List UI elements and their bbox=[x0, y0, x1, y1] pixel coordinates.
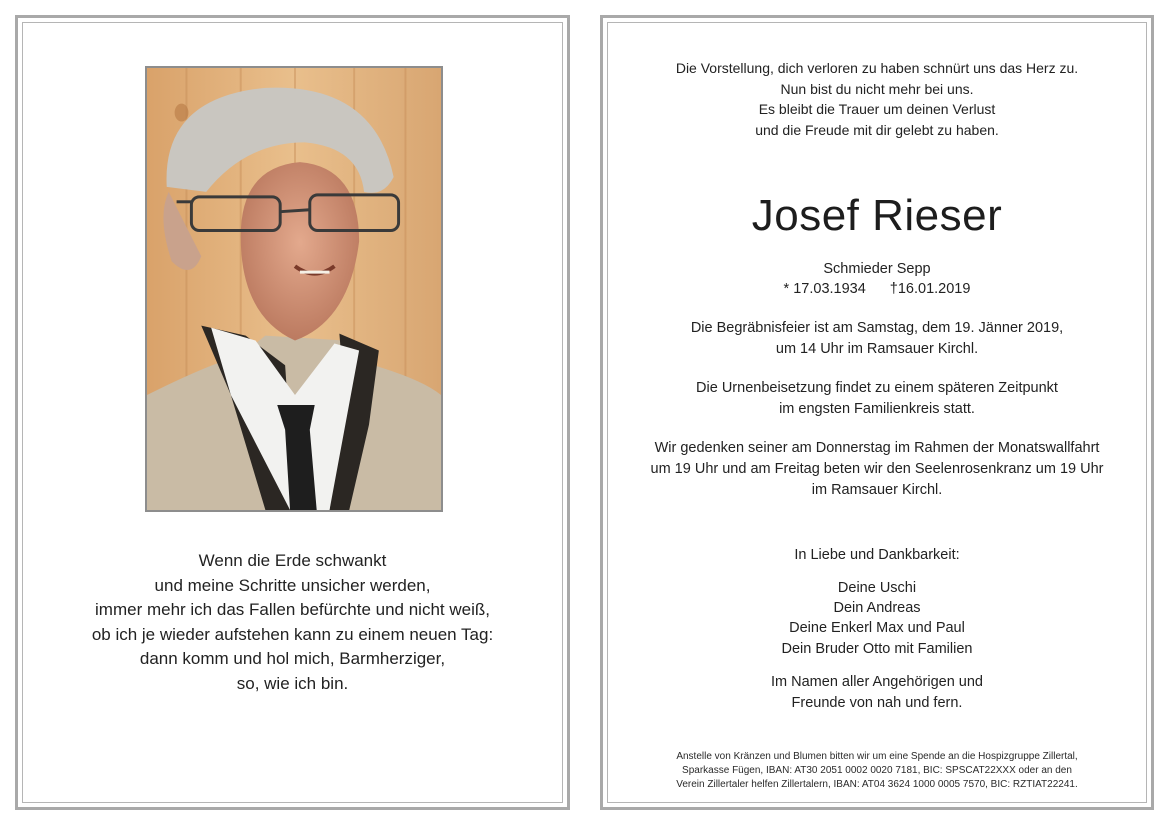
funeral-line: Die Begräbnisfeier ist am Samstag, dem 19. Jänner 2019, bbox=[690, 320, 1064, 336]
birth-date: * 17.03.1934 bbox=[783, 281, 866, 297]
quote-line: Nun bist du nicht mehr bei uns. bbox=[780, 80, 974, 97]
funeral-info bbox=[613, 318, 1141, 360]
donation-line: Sparkasse Fügen, IBAN: AT30 2051 0002 0020 7181, BIC: SPSCAT22XXX oder an den bbox=[682, 765, 1072, 776]
death-date: †16.01.2019 bbox=[889, 281, 971, 297]
portrait-image bbox=[147, 68, 441, 510]
left-card bbox=[15, 15, 570, 810]
poem-line: so, wie ich bin. bbox=[236, 673, 349, 693]
memorial-line: im Ramsauer Kirchl. bbox=[811, 482, 943, 498]
quote-line: Die Vorstellung, dich verloren zu haben schnürt uns das Herz zu. bbox=[675, 60, 1079, 76]
urn-line: im engsten Familienkreis statt. bbox=[779, 401, 975, 417]
right-card bbox=[600, 15, 1154, 810]
mourner: Dein Andreas bbox=[833, 600, 921, 617]
closing-note bbox=[613, 672, 1141, 713]
donation-note bbox=[613, 750, 1141, 792]
donation-line: Anstelle von Kränzen und Blumen bitten wir um eine Spende an die Hospizgruppe Zillertal, bbox=[676, 751, 1078, 762]
quote-line: Es bleibt die Trauer um deinen Verlust bbox=[758, 101, 996, 117]
memorial-line: Wir gedenken seiner am Donnerstag im Rahmen der Monatswallfahrt bbox=[654, 440, 1100, 456]
mourner: Deine Enkerl Max und Paul bbox=[789, 620, 965, 637]
poem-line: Wenn die Erde schwankt bbox=[198, 551, 387, 570]
nickname: Schmieder Sepp bbox=[823, 261, 931, 277]
mourners-intro: In Liebe und Dankbarkeit: bbox=[794, 547, 960, 563]
mourner: Dein Bruder Otto mit Familien bbox=[781, 640, 973, 657]
life-dates bbox=[613, 279, 1141, 299]
poem-line: dann komm und hol mich, Barmherziger, bbox=[139, 649, 446, 668]
opening-quote bbox=[613, 58, 1141, 140]
closing-line: Im Namen aller Angehörigen und bbox=[771, 674, 983, 690]
quote-line: und die Freude mit dir gelebt zu haben. bbox=[755, 121, 999, 138]
poem bbox=[38, 549, 547, 696]
memorial-info bbox=[613, 438, 1141, 501]
urn-info bbox=[613, 378, 1141, 420]
urn-line: Die Urnenbeisetzung findet zu einem späteren Zeitpunkt bbox=[696, 380, 1058, 396]
funeral-line: um 14 Uhr im Ramsauer Kirchl. bbox=[775, 341, 979, 357]
memorial-line: um 19 Uhr und am Freitag beten wir den Seelenrosenkranz um 19 Uhr bbox=[650, 461, 1104, 477]
poem-line: und meine Schritte unsicher werden, bbox=[154, 575, 431, 595]
deceased-name: Josef Rieser bbox=[751, 191, 1003, 240]
donation-line: Verein Zillertaler helfen Zillertalern, IBAN: AT04 3624 1000 0005 7570, BIC: RZTIAT22241. bbox=[676, 779, 1078, 790]
closing-line: Freunde von nah und fern. bbox=[791, 694, 963, 711]
poem-line: immer mehr ich das Fallen befürchte und nicht weiß, bbox=[95, 600, 490, 619]
mourner: Deine Uschi bbox=[837, 580, 917, 596]
mourners-list bbox=[613, 578, 1141, 659]
poem-line: ob ich je wieder aufstehen kann zu einem neuen Tag: bbox=[91, 624, 494, 644]
portrait-photo bbox=[145, 66, 443, 512]
